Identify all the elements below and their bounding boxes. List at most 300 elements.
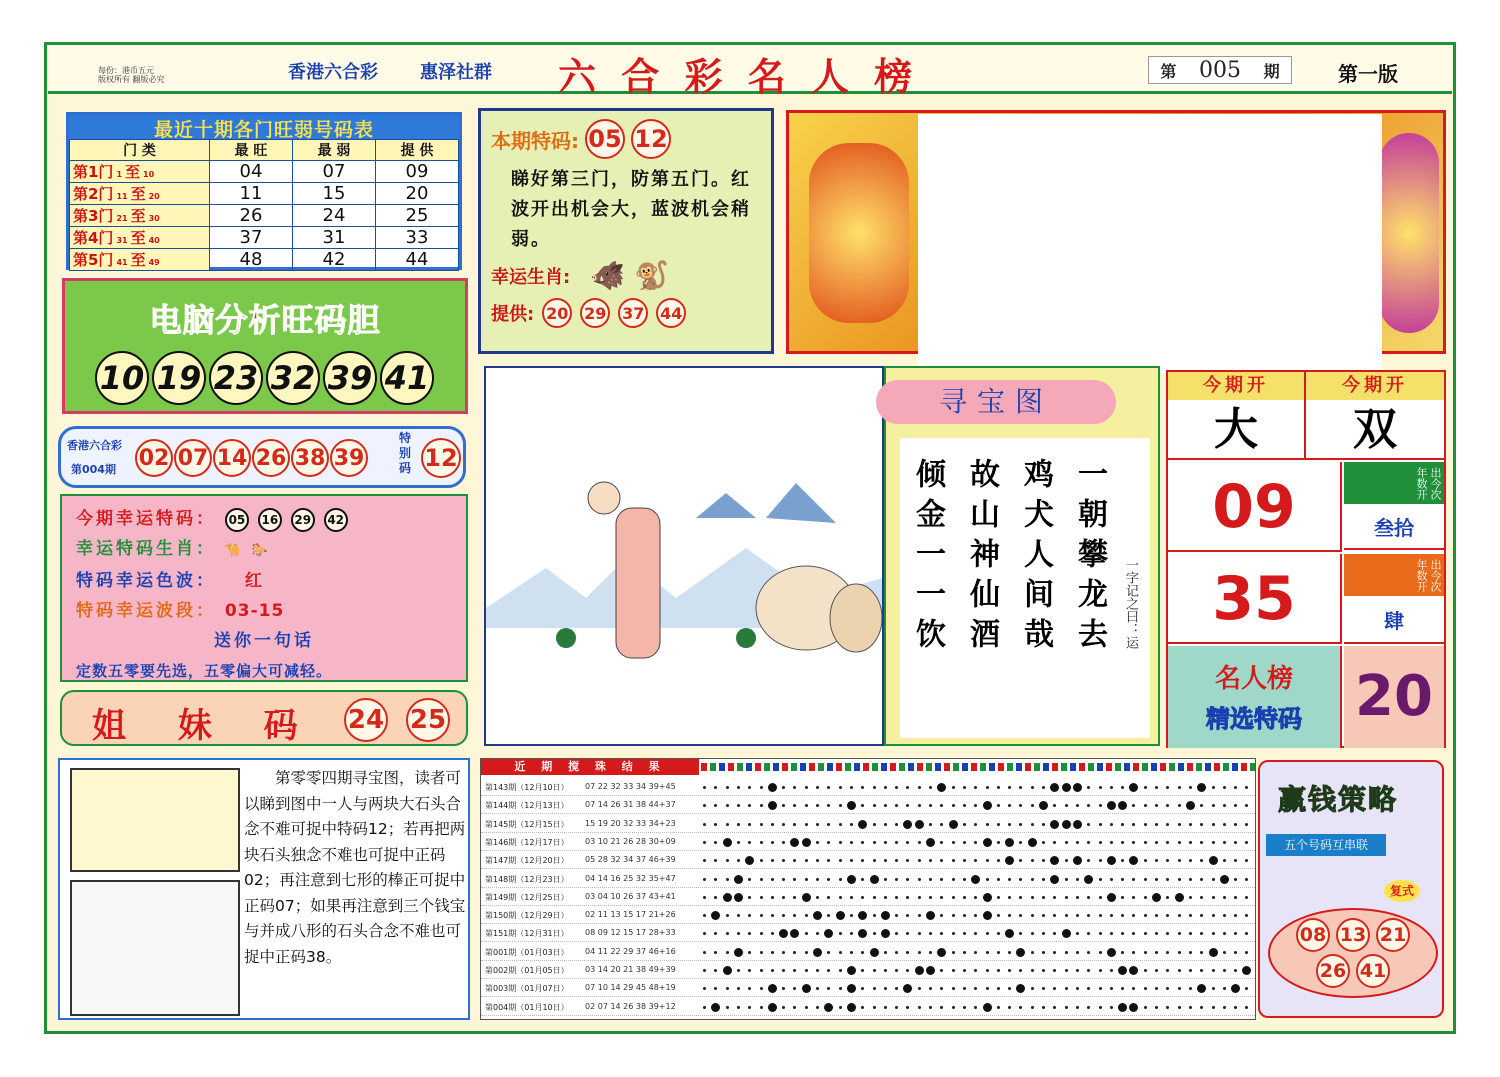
grid-dot [861,896,864,899]
grid-dot [1008,786,1011,789]
grid-dot [726,878,729,881]
grid-dot [1065,804,1068,807]
grid-dot [895,859,898,862]
result-issue: 第001期（01月03日） [485,947,569,957]
grid-dot [1042,969,1045,972]
grid-dot [1099,878,1102,881]
table-row: 第1门 1 至 10 04 07 09 [70,161,459,183]
grid-dot [816,1006,819,1009]
grid-dot [906,786,909,789]
grid-dot [1178,786,1181,789]
grid-dot [1178,914,1181,917]
grid-dot [906,951,909,954]
table-row: 第5门 41 至 49 48 42 44 [70,249,459,271]
grid-dot [1110,878,1113,881]
grid-dot [827,804,830,807]
grid-dot [1132,951,1135,954]
grid-dot [918,896,921,899]
special-code-box: 本期特码: 05 12 睇好第三门，防第五门。红波开出机会大，蓝波机会稍弱。 幸运生肖: 🐗 🐒 提供: 20 29 37 44 [478,108,774,354]
result-issue: 第144期（12月13日） [485,801,569,811]
grid-dot [1019,786,1022,789]
grid-dot [1099,987,1102,990]
grid-dot [1076,878,1079,881]
grid-dot [1178,969,1181,972]
grid-dot [839,786,842,789]
grid-dot [1223,951,1226,954]
grid-dot [793,823,796,826]
hit-dot [1118,1003,1127,1012]
hit-dot [1062,820,1071,829]
grid-dot [782,823,785,826]
grid-dot [850,841,853,844]
grid-dot [1144,823,1147,826]
grid-dot [1234,951,1237,954]
grid-dot [850,932,853,935]
grid-dot [1110,969,1113,972]
grid-dot [782,951,785,954]
grid-dot [839,823,842,826]
grid-dot [737,786,740,789]
grid-dot [782,841,785,844]
hit-dot [824,929,833,938]
grid-dot [1144,969,1147,972]
grid-dot [1053,914,1056,917]
grid-dot [906,1006,909,1009]
grid-dot [793,1006,796,1009]
grid-dot [839,987,842,990]
grid-dot [974,951,977,954]
issue-box: 第 005 期 [1148,56,1292,84]
hit-dot [1129,966,1138,975]
org-name-1: 香港六合彩 [288,62,378,83]
grid-dot [760,987,763,990]
grid-dot [1166,878,1169,881]
grid-dot [1031,987,1034,990]
hit-dot [971,875,980,884]
result-row [481,907,1255,924]
grid-dot [974,987,977,990]
hit-dot [824,1003,833,1012]
grid-dot [771,932,774,935]
grid-dot [1099,932,1102,935]
grid-dot [986,932,989,935]
grid-dot [1053,841,1056,844]
hit-dot [1186,801,1195,810]
hit-dot [1107,893,1116,902]
grid-dot [1099,951,1102,954]
grid-dot [827,841,830,844]
grid-dot [1166,914,1169,917]
grid-dot [974,896,977,899]
poem: 一字记之曰：运 一朝攀龙去 鸡犬人间哉 故山神仙酒 倾金一一饮 [900,438,1150,738]
hit-dot [881,929,890,938]
grid-dot [714,969,717,972]
grid-dot [895,823,898,826]
grid-dot [1189,969,1192,972]
grid-dot [748,951,751,954]
hit-dot [1231,984,1240,993]
grid-dot [918,859,921,862]
hit-dot [847,984,856,993]
grid-dot [1245,823,1248,826]
grid-dot [1189,841,1192,844]
grid-dot [1087,1006,1090,1009]
grid-dot [827,914,830,917]
grid-dot [861,987,864,990]
grid-dot [805,914,808,917]
hit-dot [949,820,958,829]
grid-dot [1144,914,1147,917]
hit-dot [858,911,867,920]
hit-dot [1118,966,1127,975]
page-title: 六 合 彩 名 人 榜 [558,54,919,99]
grid-dot [1008,914,1011,917]
grid-dot [918,841,921,844]
hit-dot [858,929,867,938]
grid-dot [1223,859,1226,862]
grid-dot [1234,914,1237,917]
hit-dot [723,838,732,847]
grid-dot [1132,914,1135,917]
grid-dot [827,987,830,990]
hit-dot [870,875,879,884]
grid-dot [805,1006,808,1009]
grid-dot [1189,786,1192,789]
grid-dot [884,878,887,881]
grid-dot [805,804,808,807]
grid-dot [827,878,830,881]
grid-dot [918,804,921,807]
result-numbers: 02 07 14 26 38 39+12 [585,1001,676,1011]
grid-dot [816,859,819,862]
grid-dot [895,969,898,972]
grid-dot [906,896,909,899]
grid-dot [782,786,785,789]
result-numbers: 03 14 20 21 38 49+39 [585,965,676,974]
result-row [481,889,1255,906]
ten-table-title: 最近十期各门旺弱号码表 [69,115,459,139]
grid-dot [1087,804,1090,807]
result-issue: 第004期（01月10日） [485,1002,569,1012]
grid-dot [1019,896,1022,899]
grid-dot [974,841,977,844]
result-numbers: 15 19 20 32 33 34+23 [585,818,676,828]
grid-dot [1008,987,1011,990]
grid-dot [1031,859,1034,862]
grid-dot [771,896,774,899]
grid-dot [1245,914,1248,917]
grid-dot [895,786,898,789]
grid-dot [884,896,887,899]
grid-dot [1234,823,1237,826]
grid-dot [1042,841,1045,844]
grid-dot [1065,969,1068,972]
grid-dot [1008,823,1011,826]
hit-dot [1107,856,1116,865]
hit-dot [734,893,743,902]
hit-dot [790,929,799,938]
grid-dot [986,969,989,972]
grid-dot [737,1006,740,1009]
grid-dot [895,1006,898,1009]
grid-dot [1234,859,1237,862]
hit-dot [1242,966,1251,975]
grid-dot [782,878,785,881]
grid-dot [748,914,751,917]
result-issue: 第151期（12月31日） [485,929,569,939]
grid-dot [873,987,876,990]
treasure-map: 寻宝图 一字记之曰：运 一朝攀龙去 鸡犬人间哉 故山神仙酒 倾金一一饮 [884,366,1160,746]
grid-dot [737,987,740,990]
grid-dot [895,987,898,990]
grid-dot [1212,878,1215,881]
hit-dot [1118,801,1127,810]
grid-dot [737,823,740,826]
result-numbers: 05 28 32 34 37 46+39 [585,855,676,865]
grid-dot [1178,951,1181,954]
grid-dot [771,951,774,954]
grid-dot [760,878,763,881]
hit-dot [768,801,777,810]
grid-dot [1019,878,1022,881]
grid-dot [1155,932,1158,935]
grid-dot [1042,987,1045,990]
table-row: 第2门 11 至 20 11 15 20 [70,183,459,205]
grid-dot [726,786,729,789]
grid-dot [963,859,966,862]
special-text: 睇好第三门，防第五门。红波开出机会大，蓝波机会稍弱。 [511,169,751,250]
grid-dot [816,896,819,899]
grid-dot [1087,786,1090,789]
grid-dot [805,951,808,954]
grid-dot [748,841,751,844]
grid-dot [940,896,943,899]
hit-dot [903,820,912,829]
grid-dot [771,969,774,972]
grid-dot [1110,987,1113,990]
grid-dot [703,932,706,935]
grid-dot [714,987,717,990]
grid-dot [929,896,932,899]
grid-dot [714,823,717,826]
grid-dot [1166,841,1169,844]
grid-dot [1245,841,1248,844]
grid-dot [726,914,729,917]
grid-dot [895,878,898,881]
grid-dot [1087,896,1090,899]
hit-dot [1028,838,1037,847]
grid-dot [1031,878,1034,881]
grid-dot [906,878,909,881]
grid-dot [929,987,932,990]
grid-dot [1042,932,1045,935]
grid-dot [1212,969,1215,972]
grid-dot [974,804,977,807]
grid-dot [816,878,819,881]
grid-dot [1076,804,1079,807]
grid-dot [1042,914,1045,917]
grid-dot [748,969,751,972]
grid-dot [1042,823,1045,826]
grid-dot [1245,804,1248,807]
grid-dot [1155,951,1158,954]
grid-dot [1121,914,1124,917]
grid-dot [703,786,706,789]
grid-dot [1245,786,1248,789]
hit-dot [926,838,935,847]
grid-dot [748,896,751,899]
grid-dot [963,951,966,954]
grid-dot [1245,878,1248,881]
grid-dot [1166,804,1169,807]
grid-dot [1076,896,1079,899]
grid-dot [839,932,842,935]
grid-dot [873,823,876,826]
result-numbers: 03 04 10 26 37 43+41 [585,891,676,901]
grid-dot [1042,786,1045,789]
grid-dot [895,914,898,917]
grid-dot [1132,987,1135,990]
grid-dot [1110,932,1113,935]
grid-dot [940,823,943,826]
grid-dot [1212,987,1215,990]
grid-dot [861,804,864,807]
grid-dot [805,823,808,826]
grid-dot [782,859,785,862]
grid-dot [1099,914,1102,917]
hit-dot [926,966,935,975]
hit-dot [903,984,912,993]
grid-dot [1110,841,1113,844]
grid-dot [952,932,955,935]
grid-dot [1065,1006,1068,1009]
grid-dot [884,804,887,807]
grid-dot [1110,786,1113,789]
grid-dot [839,951,842,954]
grid-dot [997,914,1000,917]
grid-dot [839,1006,842,1009]
grid-dot [963,1006,966,1009]
grid-dot [1234,841,1237,844]
grid-dot [1065,841,1068,844]
grid-dot [793,804,796,807]
grid-dot [793,786,796,789]
grid-dot [1065,896,1068,899]
grid-dot [873,969,876,972]
grid-dot [1019,804,1022,807]
grid-dot [782,914,785,917]
grid-dot [748,804,751,807]
grid-dot [760,841,763,844]
grid-dot [940,914,943,917]
grid-dot [918,786,921,789]
grid-dot [1099,786,1102,789]
grid-dot [1019,932,1022,935]
grid-dot [1245,932,1248,935]
grid-dot [997,786,1000,789]
grid-dot [1189,823,1192,826]
grid-dot [1144,932,1147,935]
last-draw-box: 香港六合彩 第004期 02 07 14 26 38 39 特别码 12 [58,426,466,488]
grid-dot [1189,951,1192,954]
hit-dot [802,838,811,847]
grid-dot [1053,951,1056,954]
grid-dot [1042,878,1045,881]
grid-dot [940,932,943,935]
grid-dot [895,932,898,935]
hit-dot [1062,783,1071,792]
grid-dot [906,859,909,862]
grid-dot [963,804,966,807]
result-row [481,962,1255,979]
grid-dot [1008,896,1011,899]
grid-dot [963,878,966,881]
grid-dot [703,841,706,844]
grid-dot [748,1006,751,1009]
grid-dot [1121,841,1124,844]
grid-dot [997,932,1000,935]
grid-dot [884,969,887,972]
grid-dot [1019,914,1022,917]
grid-dot [760,932,763,935]
grid-dot [1166,1006,1169,1009]
grid-dot [1245,951,1248,954]
hit-dot [1129,1003,1138,1012]
grid-dot [1144,786,1147,789]
grid-dot [771,878,774,881]
grid-dot [827,823,830,826]
grid-dot [1132,804,1135,807]
grid-dot [1212,896,1215,899]
hit-dot [1005,856,1014,865]
grid-dot [703,1006,706,1009]
grid-dot [895,951,898,954]
grid-dot [850,951,853,954]
grid-dot [760,859,763,862]
grid-dot [974,1006,977,1009]
grid-dot [1099,859,1102,862]
hit-dot [1152,893,1161,902]
grid-dot [1212,914,1215,917]
grid-dot [782,804,785,807]
grid-dot [861,1006,864,1009]
grid-dot [827,969,830,972]
grid-dot [1121,932,1124,935]
grid-dot [918,1006,921,1009]
org-name-2: 惠泽社群 [420,62,492,83]
result-issue: 第003期（01月07日） [485,984,569,994]
grid-dot [963,914,966,917]
grid-dot [986,786,989,789]
grid-dot [1087,859,1090,862]
grid-dot [1155,1006,1158,1009]
grid-dot [1189,896,1192,899]
result-issue: 第150期（12月29日） [485,911,569,921]
result-row [481,779,1255,796]
hit-dot [983,1003,992,1012]
grid-dot [793,969,796,972]
hit-dot [802,984,811,993]
grid-dot [1234,969,1237,972]
result-row [481,816,1255,833]
hit-dot [711,1003,720,1012]
result-row [481,944,1255,961]
grid-dot [850,896,853,899]
grid-dot [1200,1006,1203,1009]
grid-dot [940,987,943,990]
sister-numbers-box: 姐 妹 码 24 25 [60,690,468,746]
grid-dot [873,804,876,807]
